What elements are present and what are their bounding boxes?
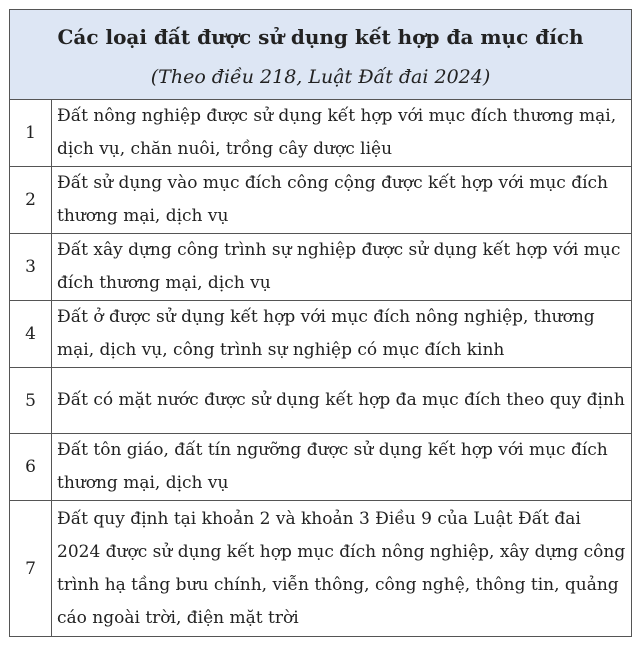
table-row bbox=[10, 434, 632, 501]
row-number: 2 bbox=[10, 167, 52, 234]
row-text: Đất tôn giáo, đất tín ngưỡng được sử dụng kết hợp với mục đích thương mại, dịch vụ bbox=[52, 434, 632, 501]
row-number: 1 bbox=[10, 100, 52, 167]
table-row bbox=[10, 100, 632, 167]
table-row bbox=[10, 234, 632, 301]
row-text: Đất xây dựng công trình sự nghiệp được sử dụng kết hợp với mục đích thương mại, dịch vụ bbox=[52, 234, 632, 301]
row-text: Đất có mặt nước được sử dụng kết hợp đa mục đích theo quy định bbox=[52, 368, 632, 434]
table-row bbox=[10, 301, 632, 368]
table-row bbox=[10, 501, 632, 637]
row-number: 4 bbox=[10, 301, 52, 368]
table-header-row bbox=[10, 10, 632, 100]
table-title: Các loại đất được sử dụng kết hợp đa mục đích bbox=[57, 25, 584, 49]
row-text: Đất nông nghiệp được sử dụng kết hợp với mục đích thương mại, dịch vụ, chăn nuôi, trồng cây dược liệu bbox=[52, 100, 632, 167]
row-text: Đất quy định tại khoản 2 và khoản 3 Điều 9 của Luật Đất đai 2024 được sử dụng kết hợp mục đích nông nghiệp, xây dựng công trình hạ tầng bưu chính, viễn thông, công nghệ, thông tin, quảng cáo ngoài trời, điện mặt trời bbox=[52, 501, 632, 637]
row-text: Đất sử dụng vào mục đích công cộng được kết hợp với mục đích thương mại, dịch vụ bbox=[52, 167, 632, 234]
row-text: Đất ở được sử dụng kết hợp với mục đích nông nghiệp, thương mại, dịch vụ, công trình sự nghiệp có mục đích kinh bbox=[52, 301, 632, 368]
table-subtitle: (Theo điều 218, Luật Đất đai 2024) bbox=[150, 66, 491, 88]
table-header-cell bbox=[10, 10, 632, 100]
land-use-table bbox=[9, 9, 632, 637]
table-row bbox=[10, 368, 632, 434]
row-number: 6 bbox=[10, 434, 52, 501]
row-number: 5 bbox=[10, 368, 52, 434]
row-number: 3 bbox=[10, 234, 52, 301]
row-number: 7 bbox=[10, 501, 52, 637]
land-use-table-container bbox=[9, 9, 631, 637]
table-row bbox=[10, 167, 632, 234]
